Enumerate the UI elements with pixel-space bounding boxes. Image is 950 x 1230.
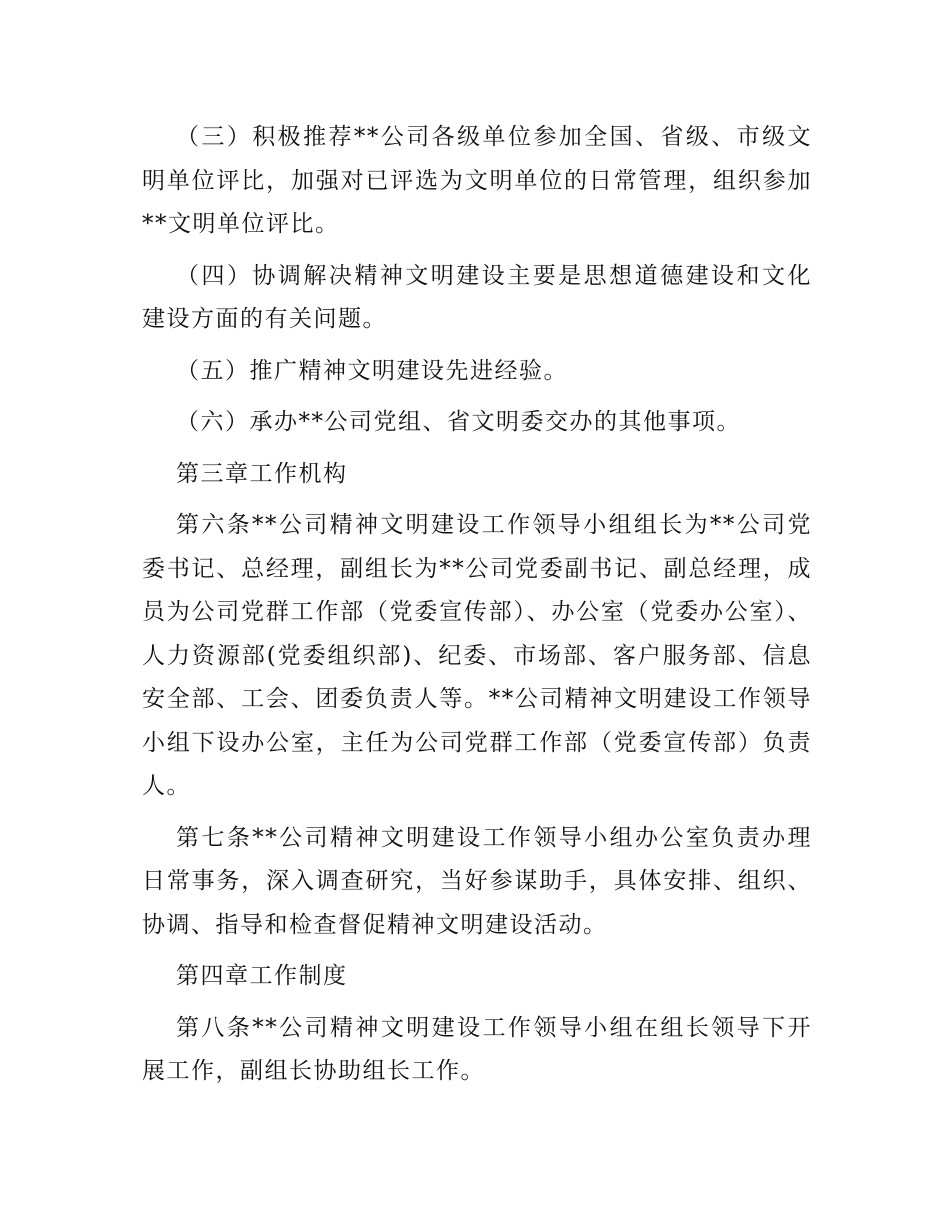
document-body [142,116,812,1102]
article-8: 第八条**公司精神文明建设工作领导小组在组长领导下开展工作，副组长协助组长工作。 [142,1014,812,1084]
article-7: 第七条**公司精神文明建设工作领导小组办公室负责办理日常事务，深入调查研究，当好参谋助手，具体安排、组织、协调、指导和检查督促精神文明建设活动。 [142,824,812,938]
paragraph-item-4: （四）协调解决精神文明建设主要是思想道德建设和文化建设方面的有关问题。 [142,262,812,332]
paragraph-item-6: （六）承办**公司党组、省文明委交办的其他事项。 [176,409,741,435]
chapter-heading-3: 第三章工作机构 [176,460,348,487]
chapter-heading-4: 第四章工作制度 [176,963,348,989]
article-6: 第六条**公司精神文明建设工作领导小组组长为**公司党委书记、总经理，副组长为**公司党委副书记、副总经理，成员为公司党群工作部（党委宣传部）、办公室（党委办公室）、人力资源部(党委组织部)、纪委、市场部、客户服务部、信息安全部、工会、团委负责人等。**公司精神文明建设工作领导小组下设办公室，主任为公司党群工作部（党委宣传部）负责人。 [142,512,812,799]
paragraph-item-3: （三）积极推荐**公司各级单位参加全国、省级、市级文明单位评比，加强对已评选为文明单位的日常管理，组织参加**文明单位评比。 [142,124,812,237]
paragraph-item-5: （五）推广精神文明建设先进经验。 [176,357,568,384]
